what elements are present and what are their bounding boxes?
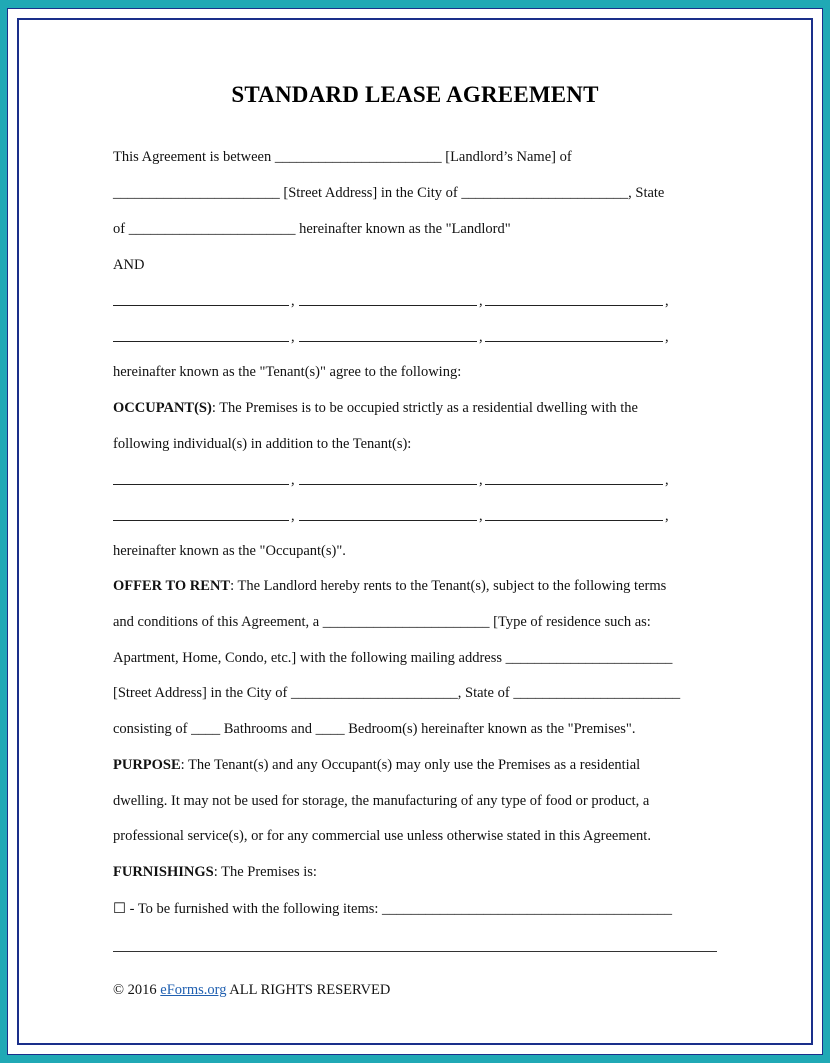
residence-type-line: and conditions of this Agreement, a _______________________ [Type of residence such as: <box>113 614 651 630</box>
document-title: STANDARD LEASE AGREEMENT <box>231 82 599 107</box>
mailing-address-line: Apartment, Home, Condo, etc.] with the following mailing address _______________________ <box>113 650 673 666</box>
page-border-inner <box>17 18 813 1045</box>
furnishings-line: FURNISHINGS: The Premises is: <box>113 864 317 880</box>
tenant-known-line: hereinafter known as the "Tenant(s)" agree to the following: <box>113 364 462 380</box>
furnishings-heading: FURNISHINGS <box>113 864 214 880</box>
purpose-line: PURPOSE: The Tenant(s) and any Occupant(s) may only use the Premises as a residential <box>113 757 641 773</box>
tenant-blank-row: , , , <box>113 305 668 307</box>
purpose-heading: PURPOSE <box>113 757 181 773</box>
furnished-items-blank-rule <box>113 951 717 952</box>
purpose-commercial-line: professional service(s), or for any commercial use unless otherwise stated in this Agreement. <box>113 828 651 844</box>
occupant-known-line: hereinafter known as the "Occupant(s)". <box>113 543 346 559</box>
copyright-footer: © 2016 eForms.org ALL RIGHTS RESERVED <box>113 982 391 998</box>
furnished-checkbox-line[interactable]: ☐ - To be furnished with the following items: ________________________________________ <box>113 901 673 917</box>
occupant-blank-row: , , , <box>113 484 668 486</box>
landlord-address-line: _______________________ [Street Address] in the City of _______________________, State <box>113 185 665 201</box>
tenant-blank-row: , , , <box>113 341 668 343</box>
rooms-line: consisting of ____ Bathrooms and ____ Bedroom(s) hereinafter known as the "Premises". <box>113 721 636 737</box>
occupants-line: OCCUPANT(S): The Premises is to be occupied strictly as a residential dwelling with the <box>113 400 638 416</box>
purpose-dwelling-line: dwelling. It may not be used for storage, the manufacturing of any type of food or product, a <box>113 793 650 809</box>
and-line: AND <box>113 257 145 273</box>
occupants-heading: OCCUPANT(S) <box>113 400 212 416</box>
offer-to-rent-line: OFFER TO RENT: The Landlord hereby rents to the Tenant(s), subject to the following terms <box>113 578 667 594</box>
eforms-link[interactable]: eForms.org <box>160 982 227 998</box>
landlord-state-line: of _______________________ hereinafter known as the "Landlord" <box>113 221 511 237</box>
premises-city-line: [Street Address] in the City of _______________________, State of _______________________ <box>113 685 681 701</box>
occupants-individuals-line: following individual(s) in addition to the Tenant(s): <box>113 436 412 452</box>
offer-to-rent-heading: OFFER TO RENT <box>113 578 231 594</box>
agreement-between-line: This Agreement is between _______________________ [Landlord’s Name] of <box>113 149 572 165</box>
occupant-blank-row: , , , <box>113 520 668 522</box>
